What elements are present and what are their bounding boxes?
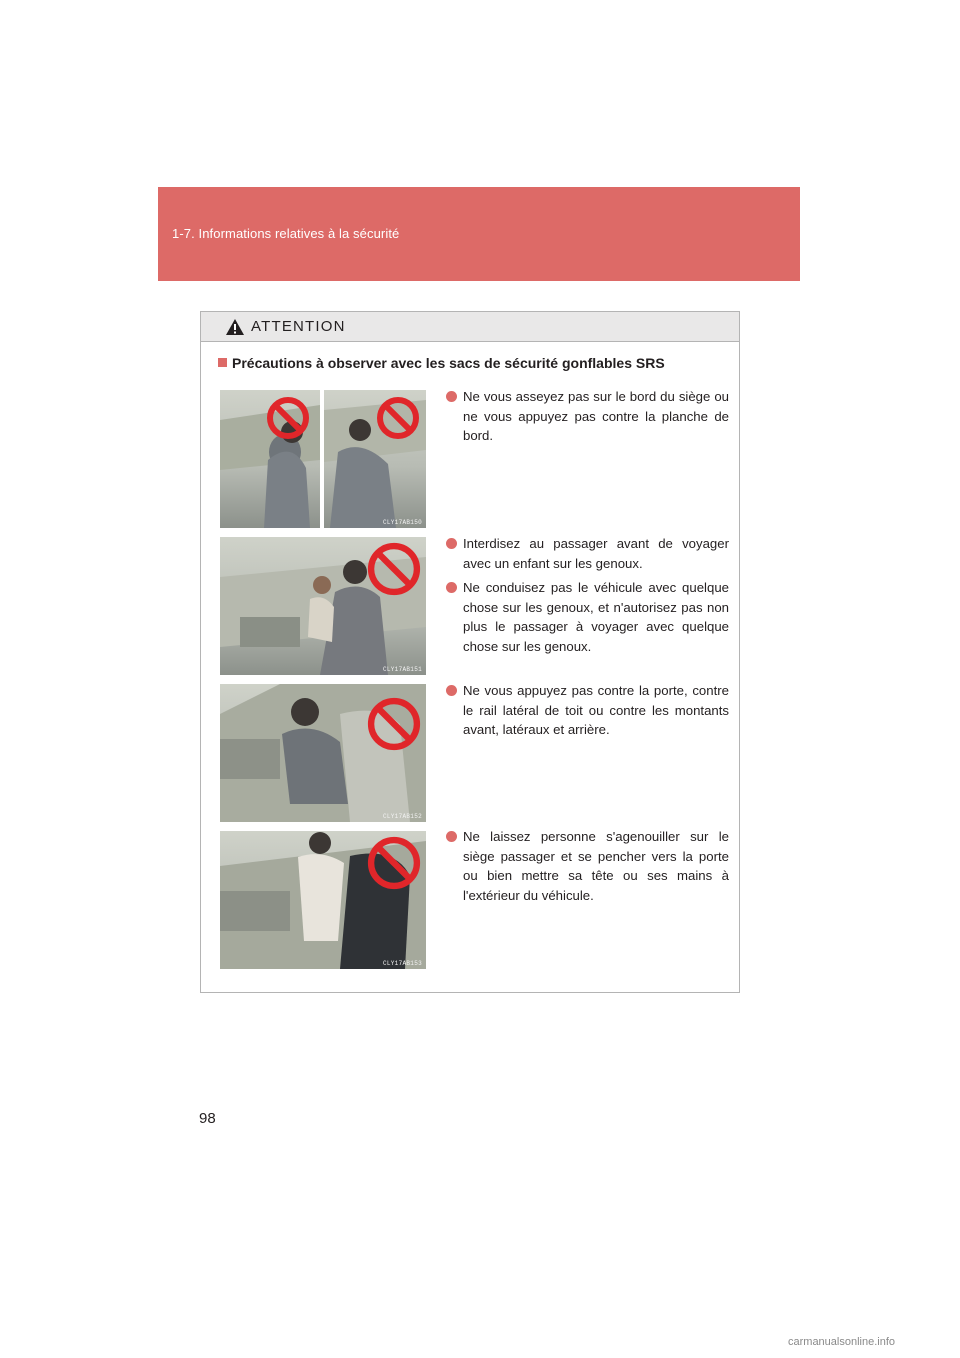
warning-triangle-icon <box>225 318 245 336</box>
figure-code: CLY17AB151 <box>382 666 422 673</box>
figure-divider <box>320 390 324 528</box>
warning-box <box>200 311 740 993</box>
warning-header <box>201 312 739 342</box>
prohibited-icon <box>366 696 422 752</box>
list-item: Ne laissez personne s'agenouiller sur le siège passager et se pencher vers la porte ou bien mettre sa tête ou ses mains à l'extérieur du véhicule. <box>446 827 729 905</box>
bullet-icon <box>446 538 457 549</box>
list-item: Interdisez au passager avant de voyager avec un enfant sur les genoux. <box>446 534 729 573</box>
page-number: 98 <box>199 1110 216 1127</box>
prohibited-icon <box>366 835 422 891</box>
figure-child-on-lap <box>220 537 426 675</box>
warning-label: ATTENTION <box>251 318 346 335</box>
figure-kneeling-on-seat <box>220 831 426 969</box>
bullet-icon <box>446 582 457 593</box>
bullet-icon <box>446 391 457 402</box>
list-item: Ne conduisez pas le véhicule avec quelque chose sur les genoux, et n'autorisez pas non plus le passager à voyager avec quelque chose sur les genoux. <box>446 578 729 656</box>
section-subtitle-text: Précautions à observer avec les sacs de sécurité gonflables SRS <box>232 355 665 371</box>
bullet-icon <box>446 685 457 696</box>
bullet-icon <box>446 831 457 842</box>
figure-code: CLY17AB152 <box>382 813 422 820</box>
chapter-title: 1-7. Informations relatives à la sécurité <box>172 226 400 241</box>
prohibited-icon <box>366 541 422 597</box>
square-bullet-icon <box>218 358 227 367</box>
prohibited-icon <box>266 396 310 440</box>
list-item: Ne vous appuyez pas contre la porte, contre le rail latéral de toit ou contre les montants avant, latéraux et arrière. <box>446 681 729 740</box>
figure-leaning-door <box>220 684 426 822</box>
watermark: carmanualsonline.info <box>788 1336 896 1348</box>
list-item: Ne vous asseyez pas sur le bord du siège ou ne vous appuyez pas contre la planche de bord. <box>446 387 729 446</box>
figure-leaning-dashboard <box>220 390 426 528</box>
figure-code: CLY17AB150 <box>382 519 422 526</box>
section-subtitle <box>218 355 665 371</box>
prohibited-icon <box>376 396 420 440</box>
figure-code: CLY17AB153 <box>382 960 422 967</box>
